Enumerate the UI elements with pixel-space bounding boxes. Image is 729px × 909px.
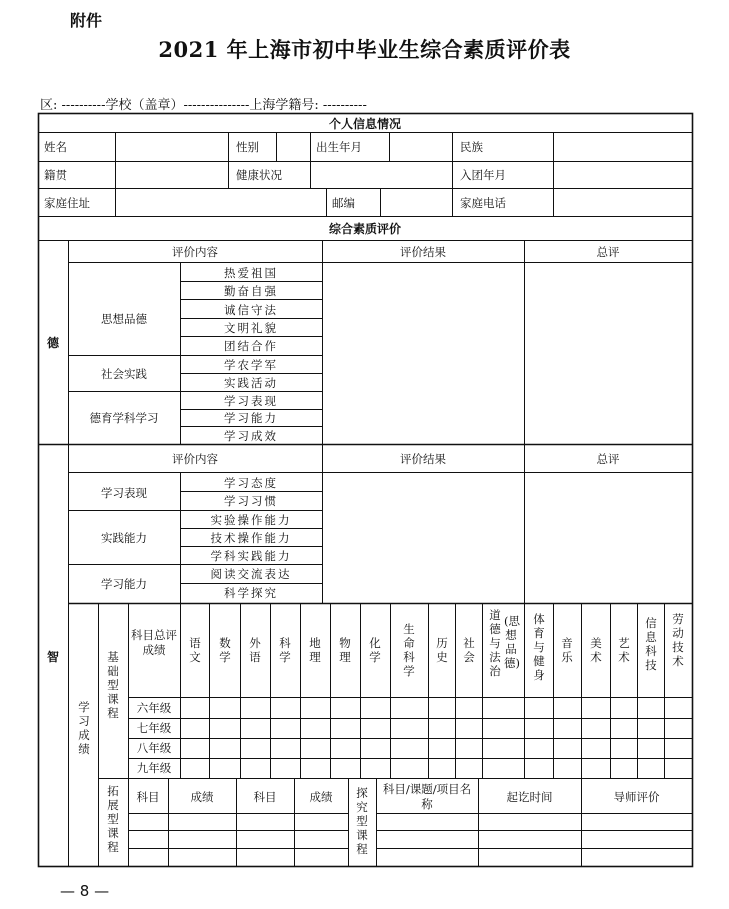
attachment-label: 附件	[70, 11, 103, 30]
zhi-group-name: 实践能力	[101, 531, 147, 545]
address-label: 家庭住址	[44, 196, 90, 210]
de-item: 学习能力	[224, 411, 278, 425]
subject-header: 生命科学	[403, 622, 415, 678]
personal-info-heading: 个人信息情况	[328, 117, 401, 131]
de-item: 团结合作	[224, 339, 278, 353]
page-title: 2021 年上海市初中毕业生综合素质评价表	[158, 37, 571, 62]
zhi-group-name: 学习表现	[101, 486, 147, 500]
zhi-label: 智	[46, 650, 59, 664]
subject-header: 地理	[309, 636, 321, 664]
district-blank[interactable]: ----------	[61, 98, 106, 113]
name-label: 姓名	[44, 140, 67, 154]
grade-label: 九年级	[136, 761, 172, 775]
subject-header: 社会	[463, 636, 475, 664]
ethnicity-label: 民族	[460, 140, 483, 154]
zhi-item: 科学探究	[224, 586, 278, 600]
subject-header: 音乐	[561, 636, 573, 664]
school-blank[interactable]: ---------------	[183, 98, 250, 113]
subject-header: 数学	[219, 636, 231, 664]
zhi-content-header: 评价内容	[172, 452, 218, 466]
zhi-result-header: 评价结果	[400, 452, 446, 466]
native-place-label: 籍贯	[44, 168, 67, 182]
subject-header: 语文	[189, 636, 201, 664]
subject-header: 历史	[436, 636, 448, 664]
subject-header: 艺术	[618, 636, 630, 664]
ext-score-header: 成绩	[190, 790, 214, 804]
extended-course-label: 拓展型课程	[107, 784, 119, 854]
zhi-overall-header: 总评	[596, 452, 620, 466]
de-item: 热爱祖国	[224, 266, 278, 280]
zhi-item: 学习习惯	[224, 494, 278, 508]
de-label: 德	[46, 336, 59, 350]
achievement-label: 学习成绩	[78, 700, 90, 756]
district-label: 区:	[40, 98, 58, 113]
grade-label: 七年级	[136, 721, 172, 735]
explore-course-label: 探究型课程	[356, 786, 368, 856]
zhi-item: 实验操作能力	[210, 513, 292, 527]
subject-header: 科学	[279, 636, 291, 664]
subject-header: 物理	[339, 636, 351, 664]
subject-header: 外语	[249, 636, 261, 664]
league-date-label: 入团年月	[460, 168, 506, 182]
de-item: 学习成效	[224, 429, 278, 443]
de-item: 勤奋自强	[224, 284, 278, 298]
student-id-label: 上海学籍号:	[249, 98, 319, 113]
subject-total-label: 科目总评成绩	[131, 628, 177, 657]
school-label: 学校（盖章）	[105, 98, 184, 113]
explore-time-header: 起讫时间	[506, 790, 553, 804]
ext-subject-header: 科目	[136, 790, 160, 804]
de-overall-header: 总评	[596, 245, 620, 259]
explore-topic-header: 科目/课题/项目名称	[382, 782, 472, 811]
de-item: 学习表现	[224, 394, 278, 408]
subject-header: 信息科技	[645, 616, 657, 672]
de-item: 学农学军	[224, 358, 278, 372]
page-number: — 8 —	[60, 882, 110, 900]
explore-review-header: 导师评价	[613, 790, 660, 804]
subject-header-alt: (思想品德)	[504, 614, 520, 670]
evaluation-heading: 综合素质评价	[328, 222, 401, 236]
zhi-item: 学习态度	[224, 476, 278, 490]
subject-header: 化学	[369, 636, 381, 664]
phone-label: 家庭电话	[460, 196, 506, 210]
de-item: 诚信守法	[224, 303, 278, 317]
ext-score-header: 成绩	[309, 790, 333, 804]
postcode-label: 邮编	[332, 196, 355, 210]
birth-label: 出生年月	[316, 140, 362, 154]
subject-header: 劳动技术	[672, 612, 684, 668]
grade-label: 六年级	[136, 701, 172, 715]
zhi-item: 学科实践能力	[210, 549, 292, 563]
zhi-item: 阅读交流表达	[210, 567, 292, 581]
gender-label: 性别	[236, 140, 259, 154]
de-result-header: 评价结果	[400, 245, 446, 259]
subject-header: 美术	[590, 636, 602, 664]
subject-header-main: 道德与法治	[489, 608, 501, 678]
zhi-item: 技术操作能力	[210, 531, 292, 545]
de-group-name: 社会实践	[101, 367, 147, 381]
grade-label: 八年级	[136, 741, 172, 755]
basic-course-label: 基础型课程	[107, 650, 119, 720]
de-group-name: 思想品德	[101, 312, 147, 326]
de-item: 文明礼貌	[224, 321, 278, 335]
subject-header: 体育与健身	[533, 612, 545, 682]
de-group-name: 德育学科学习	[89, 411, 159, 425]
de-item: 实践活动	[224, 376, 278, 390]
de-content-header: 评价内容	[172, 245, 218, 259]
zhi-group-name: 学习能力	[101, 577, 147, 591]
ext-subject-header: 科目	[253, 790, 277, 804]
health-label: 健康状况	[236, 168, 282, 182]
student-id-blank[interactable]: ----------	[322, 98, 367, 113]
